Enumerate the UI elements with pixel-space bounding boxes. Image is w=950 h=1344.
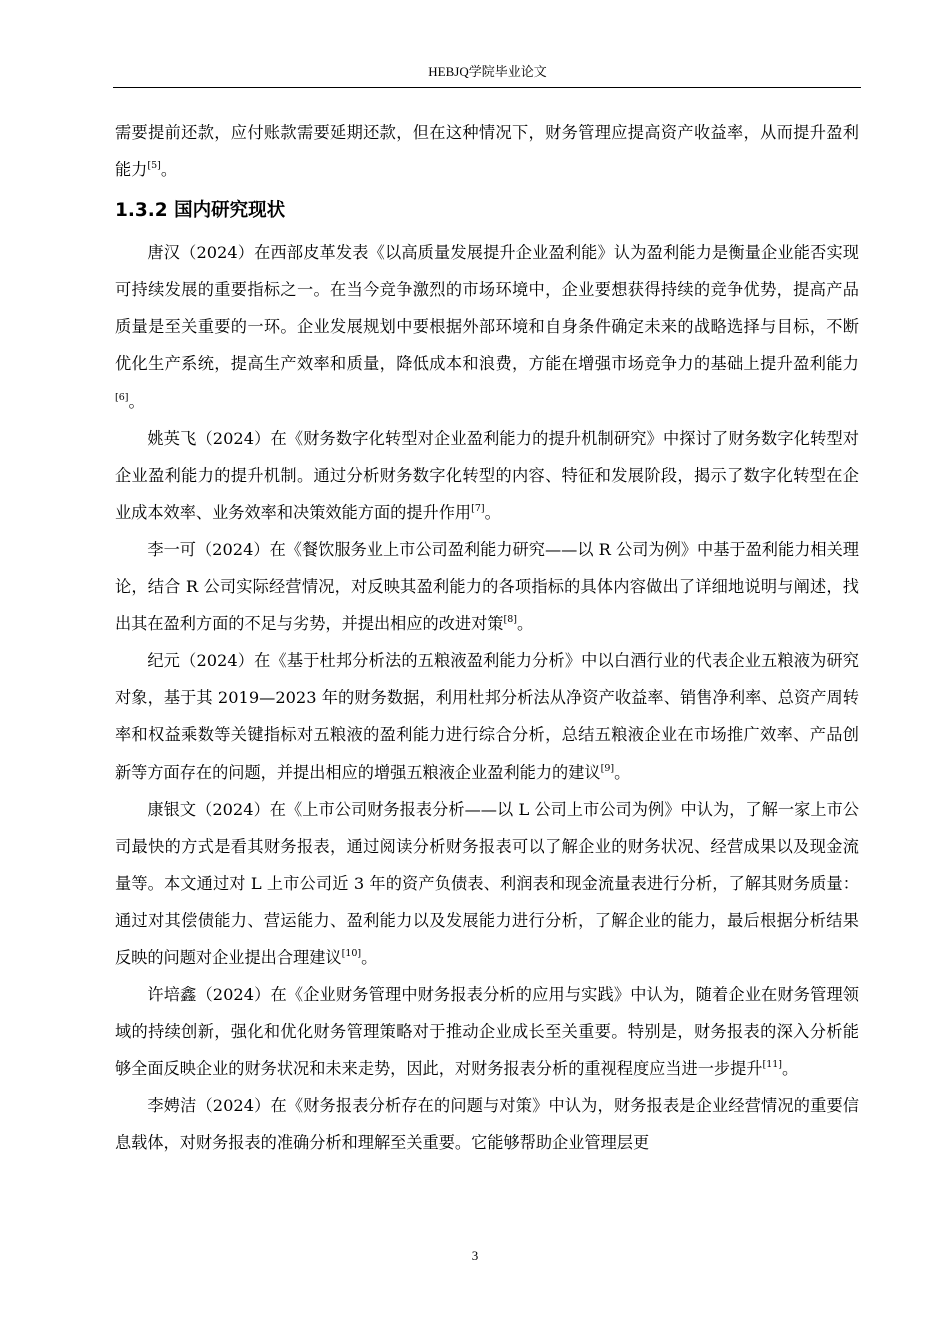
paragraph-tail: 。 — [361, 947, 378, 967]
paragraph-text: 姚英飞（2024）在《财务数字化转型对企业盈利能力的提升机制研究》中探讨了财务数字化转型对企业盈利能力的提升机制。通过分析财务数字化转型的内容、特征和发展阶段，揭示了数字化转型在企业成本效率、业务效率和决策效能方面的提升作用 — [115, 428, 859, 522]
paragraph-tail: 。 — [484, 502, 501, 522]
paragraph-text: 纪元（2024）在《基于杜邦分析法的五粮液盈利能力分析》中以白酒行业的代表企业五粮液为研究对象，基于其 2019—2023 年的财务数据，利用杜邦分析法从净资产收益率、销售净利率、总资产周转率和权益乘数等关键指标对五粮液的盈利能力进行综合分析，总结五粮液企业在市场推广效率、产品创新等方面存在的问题，并提出相应的增强五粮液企业盈利能力的建议 — [115, 651, 859, 782]
paragraph-text: 需要提前还款，应付账款需要延期还款，但在这种情况下，财务管理应提高资产收益率，从而提升盈利能力 — [115, 123, 859, 180]
paragraph-tail: 。 — [160, 160, 178, 180]
page-body — [115, 114, 859, 1162]
citation-ref: [9] — [600, 762, 615, 774]
paragraph-tail: 。 — [614, 762, 631, 782]
page-number: 3 — [471, 1248, 479, 1263]
paragraph — [115, 531, 859, 642]
citation-ref: [7] — [471, 502, 485, 514]
paragraph — [115, 234, 859, 419]
paragraph-tail: 。 — [516, 614, 534, 634]
paragraph — [115, 791, 859, 976]
page-header-title: HEBJQ学院毕业论文 — [428, 64, 547, 79]
citation-ref: [5] — [147, 159, 161, 171]
paragraph-tail: 。 — [782, 1059, 799, 1079]
paragraph-text: 康银文（2024）在《上市公司财务报表分析——以 L 公司上市公司为例》中认为，了解一家上市公司最快的方式是看其财务报表，通过阅读分析财务报表可以了解企业的财务状况、经营成果以及现金流量等。本文通过对 L 上市公司近 3 年的资产负债表、利润表和现金流量表进行分析，了解其财务质量：通过对其偿债能力、营运能力、盈利能力以及发展能力进行分析，了解企业的能力，最后根据分析结果反映的问题对企业提出合理建议 — [115, 799, 859, 967]
paragraph-text: 许培鑫（2024）在《企业财务管理中财务报表分析的应用与实践》中认为，随着企业在财务管理领域的持续创新，强化和优化财务管理策略对于推动企业成长至关重要。特别是，财务报表的深入分析能够全面反映企业的财务状况和未来走势，因此，对财务报表分析的重视程度应当进一步提升 — [115, 985, 859, 1079]
header-divider — [113, 87, 861, 88]
paragraph-text: 唐汉（2024）在西部皮革发表《以高质量发展提升企业盈利能》认为盈利能力是衡量企业能否实现可持续发展的重要指标之一。在当今竞争激烈的市场环境中，企业要想获得持续的竞争优势，提高产品质量是至关重要的一环。企业发展规划中要根据外部环境和自身条件确定未来的战略选择与目标，不断优化生产系统，提高生产效率和质量，降低成本和浪费，方能在增强市场竞争力的基础上提升盈利能力 — [115, 243, 859, 374]
paragraph — [115, 642, 859, 790]
citation-ref: [8] — [503, 614, 517, 625]
citation-ref: [6] — [115, 391, 129, 403]
paragraph — [115, 976, 859, 1087]
paragraph-text: 李娉洁（2024）在《财务报表分析存在的问题与对策》中认为，财务报表是企业经营情况的重要信息载体，对财务报表的准确分析和理解至关重要。它能够帮助企业管理层更 — [115, 1096, 859, 1153]
section-heading: 1.3.2 国内研究现状 — [115, 200, 286, 222]
paragraph-text: 李一可（2024）在《餐饮服务业上市公司盈利能力研究——以 R 公司为例》中基于盈利能力相关理论，结合 R 公司实际经营情况，对反映其盈利能力的各项指标的具体内容做出了详细地说明与阐述，找出其在盈利方面的不足与劣势，并提出相应的改进对策 — [115, 539, 859, 634]
paragraph — [115, 1087, 859, 1161]
citation-ref: [10] — [341, 947, 362, 959]
paragraph-tail: 。 — [128, 391, 145, 411]
citation-ref: [11] — [762, 1059, 783, 1071]
paragraph — [115, 420, 859, 531]
paragraph-continuation — [115, 114, 859, 188]
